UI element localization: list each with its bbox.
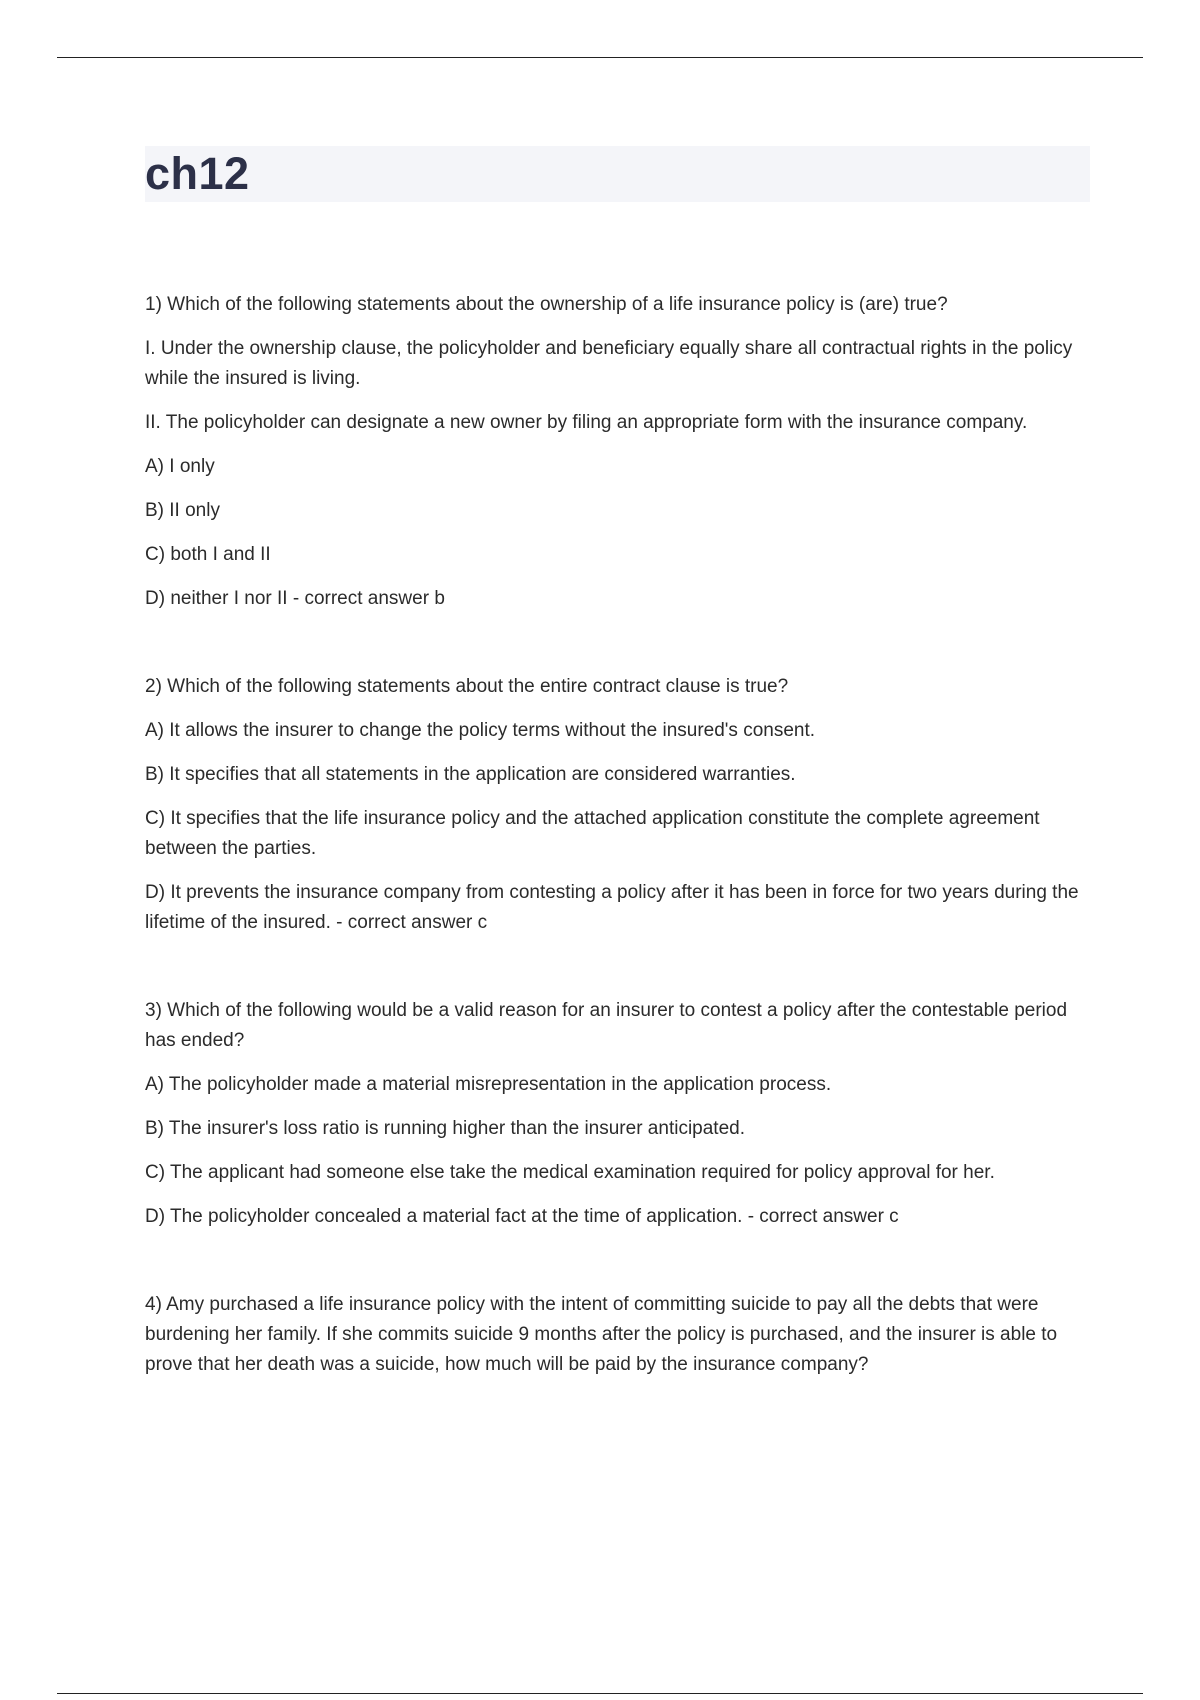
title-banner — [145, 146, 1090, 202]
question-prompt: 2) Which of the following statements about the entire contract clause is true? — [145, 676, 789, 697]
question-3 — [145, 996, 1090, 1232]
answer-option: B) II only — [145, 500, 220, 521]
answer-option: D) The policyholder concealed a material fact at the time of application. - correct answer c — [145, 1206, 899, 1227]
page-title: ch12 — [145, 148, 250, 199]
answer-option: B) It specifies that all statements in the application are considered warranties. — [145, 764, 796, 785]
answer-option: A) The policyholder made a material misrepresentation in the application process. — [145, 1074, 832, 1095]
question-prompt: 3) Which of the following would be a valid reason for an insurer to contest a policy after the contestable period has ended? — [145, 1000, 1068, 1051]
question-statement: II. The policyholder can designate a new owner by filing an appropriate form with the insurance company. — [145, 412, 1028, 433]
answer-option: C) The applicant had someone else take the medical examination required for policy approval for her. — [145, 1162, 995, 1183]
answer-option: D) neither I nor II - correct answer b — [145, 588, 445, 609]
question-statement: I. Under the ownership clause, the policyholder and beneficiary equally share all contractual rights in the policy while the insured is living. — [145, 338, 1073, 389]
answer-option: D) It prevents the insurance company from contesting a policy after it has been in force for two years during the lifetime of the insured. - correct answer c — [145, 882, 1079, 933]
answer-option: C) It specifies that the life insurance policy and the attached application constitute the complete agreement between the parties. — [145, 808, 1040, 859]
answer-option: B) The insurer's loss ratio is running higher than the insurer anticipated. — [145, 1118, 745, 1139]
question-prompt: 1) Which of the following statements about the ownership of a life insurance policy is (are) true? — [145, 294, 948, 315]
question-2 — [145, 672, 1090, 938]
question-prompt: 4) Amy purchased a life insurance policy with the intent of committing suicide to pay all the debts that were burdening her family. If she commits suicide 9 months after the policy is purchased, and the insurer is able to prove that her death was a suicide, how much will be paid by the insurance company? — [145, 1294, 1058, 1375]
answer-option: A) I only — [145, 456, 215, 477]
top-rule — [57, 57, 1143, 58]
question-list — [145, 290, 1090, 1380]
question-1 — [145, 290, 1090, 614]
answer-option: A) It allows the insurer to change the policy terms without the insured's consent. — [145, 720, 816, 741]
bottom-rule — [57, 1693, 1143, 1694]
question-4 — [145, 1290, 1090, 1380]
answer-option: C) both I and II — [145, 544, 271, 565]
